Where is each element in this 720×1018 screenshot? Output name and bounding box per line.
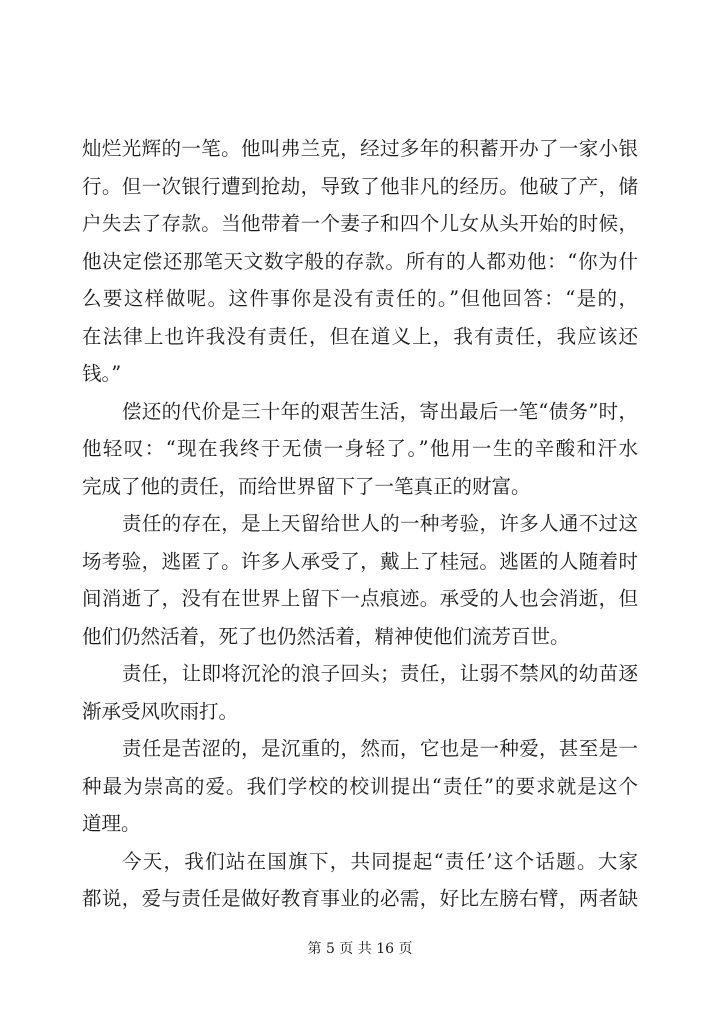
text-line: 场考验，逃匿了。许多人承受了，戴上了桂冠。逃匿的人随着时: [82, 549, 638, 573]
text-line: 都说，爱与责任是做好教育事业的必需，好比左膀右臂，两者缺: [82, 887, 638, 910]
text-line: 在法律上也许我没有责任，但在道义上，我有责任，我应该还: [82, 324, 638, 348]
text-line: 责任是苦涩的，是沉重的，然而，它也是一种爱，甚至是一: [122, 737, 638, 760]
text-line: 户失去了存款。当他带着一个妻子和四个儿女从头开始的时候，: [82, 212, 638, 235]
text-line: 今天，我们站在国旗下，共同提起“责任’这个话题。大家: [122, 849, 638, 873]
text-line: 责任的存在，是上天留给世人的一种考验，许多人通不过这: [122, 512, 638, 535]
text-line: 他轻叹：“现在我终于无债一身轻了。”他用一生的辛酸和汗水: [82, 437, 638, 460]
text-line: 偿还的代价是三十年的艰苦生活，寄出最后一笔“债务”时，: [122, 399, 638, 423]
text-line: 渐承受风吹雨打。: [82, 699, 239, 723]
text-line: 么要这样做呢。这件事你是没有责任的。”但他回答：“是的，: [82, 287, 638, 310]
text-line: 灿烂光辉的一笔。他叫弗兰克，经过多年的积蓄开办了一家小银: [82, 137, 638, 160]
text-line: 他决定偿还那笔天文数字般的存款。所有的人都劝他：“你为什: [82, 249, 638, 273]
text-line: 责任，让即将沉沦的浪子回头；责任，让弱不禁风的幼苗逐: [122, 662, 638, 685]
text-line: 钱。”: [82, 362, 122, 385]
page-number-footer: 第 5 页 共 16 页: [307, 941, 413, 957]
text-line: 完成了他的责任，而给世界留下了一笔真正的财富。: [82, 474, 531, 498]
text-line: 行。但一次银行遭到抢劫，导致了他非凡的经历。他破了产，储: [82, 174, 638, 198]
body-text: [82, 130, 638, 918]
text-line: 道理。: [82, 812, 141, 835]
text-line: 他们仍然活着，死了也仍然活着，精神使他们流芳百世。: [82, 624, 570, 648]
text-line: 种最为崇高的爱。我们学校的校训提出“责任”的要求就是这个: [82, 774, 638, 798]
text-line: 间消逝了，没有在世界上留下一点痕迹。承受的人也会消逝，但: [82, 587, 638, 610]
